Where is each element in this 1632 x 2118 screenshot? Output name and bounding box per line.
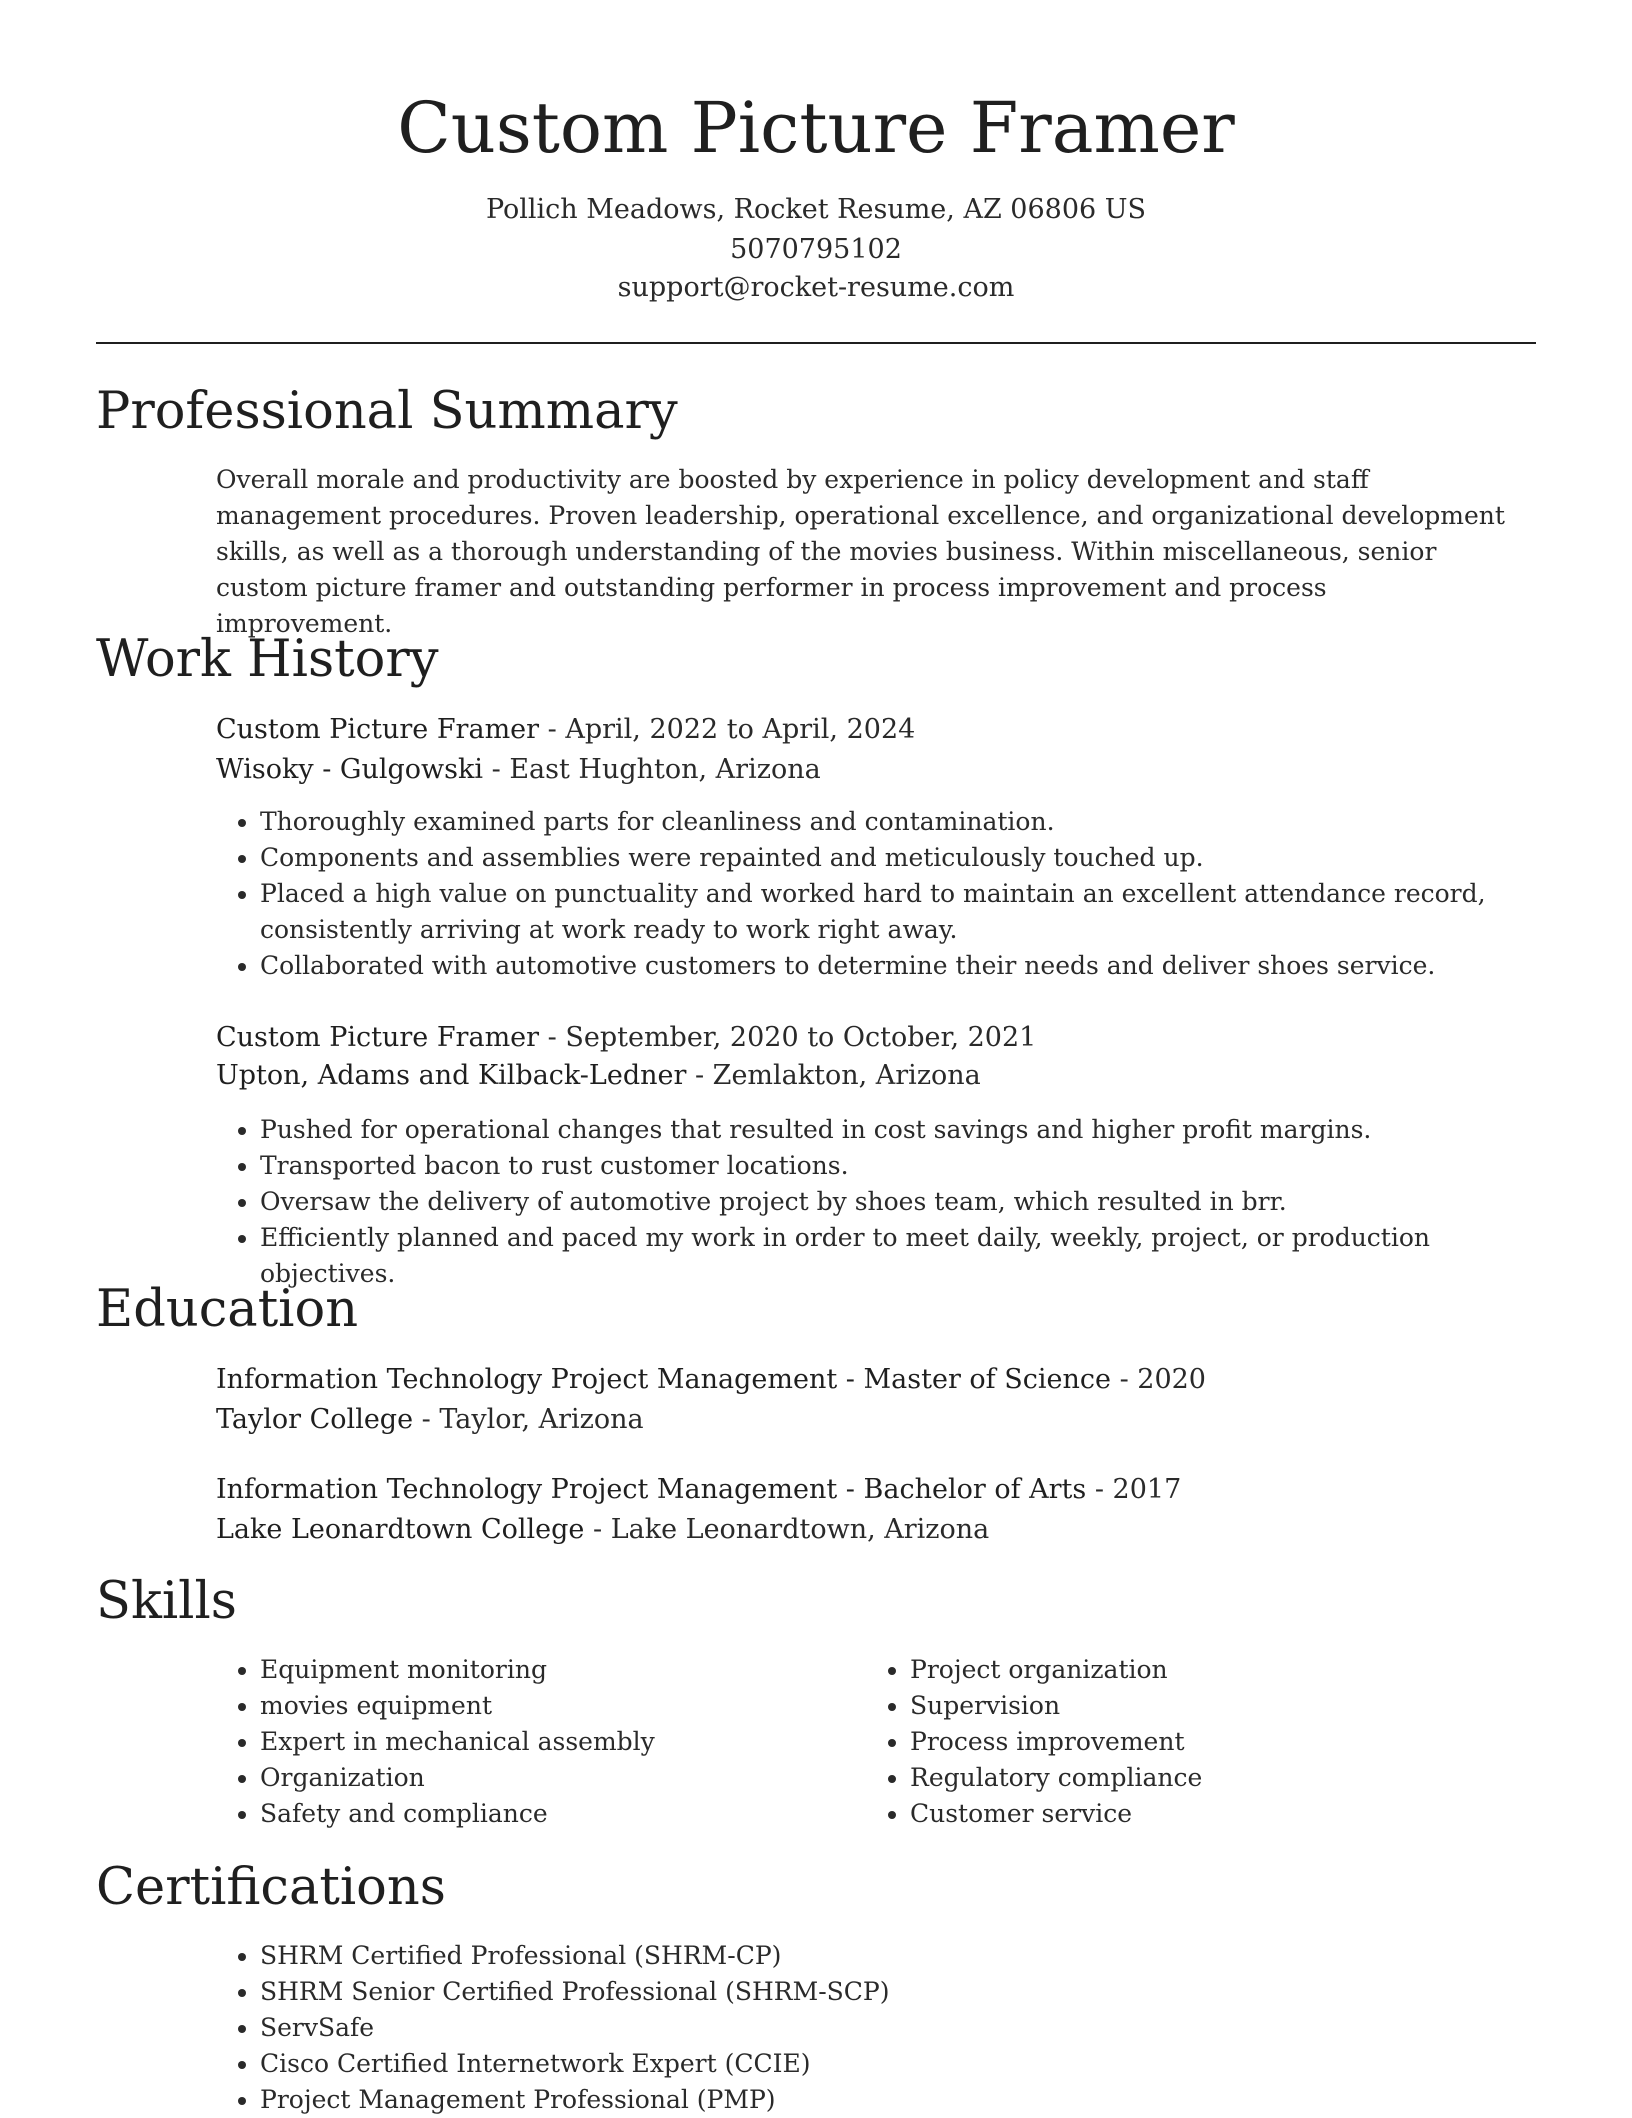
list-item: • Components and assemblies were repainted and meticulously touched up. bbox=[260, 840, 1570, 876]
education-school: Taylor College bbox=[216, 1404, 414, 1435]
list-item: • movies equipment bbox=[260, 1688, 860, 1724]
job-role: Custom Picture Framer bbox=[216, 1022, 540, 1053]
list-item: • Transported bacon to rust customer locations. bbox=[260, 1148, 1570, 1184]
list-item: • Project Management Professional (PMP) bbox=[260, 2082, 1570, 2118]
list-item: • Safety and compliance bbox=[260, 1796, 860, 1832]
job-dates: - April, 2022 to April, 2024 bbox=[539, 714, 916, 745]
job-company-line bbox=[216, 750, 821, 790]
list-item: • Project organization bbox=[910, 1652, 1510, 1688]
education-school-line bbox=[216, 1510, 989, 1550]
list-item: • Oversaw the delivery of automotive project by shoes team, which resulted in brr. bbox=[260, 1184, 1570, 1220]
job-role: Custom Picture Framer bbox=[216, 714, 540, 745]
education-year: - 2017 bbox=[1086, 1474, 1182, 1505]
contact-address: Pollich Meadows, Rocket Resume, AZ 06806 US bbox=[485, 194, 1147, 225]
education-location: - Taylor, Arizona bbox=[413, 1404, 644, 1435]
job-title-line bbox=[216, 1018, 1036, 1058]
job-company: Upton, Adams and Kilback-Ledner bbox=[216, 1060, 687, 1091]
education-degree-line bbox=[216, 1470, 1181, 1510]
skills-list-left bbox=[216, 1652, 860, 1832]
list-item: • Organization bbox=[260, 1760, 860, 1796]
job-company: Wisoky - Gulgowski bbox=[216, 754, 484, 785]
header-divider bbox=[96, 342, 1536, 344]
job-dates: - September, 2020 to October, 2021 bbox=[539, 1022, 1037, 1053]
work-history-heading: Work History bbox=[96, 630, 439, 689]
certifications-list bbox=[216, 1938, 1570, 2118]
education-degree: Information Technology Project Management - Master of Science bbox=[216, 1364, 1111, 1395]
list-item: • Expert in mechanical assembly bbox=[260, 1724, 860, 1760]
job-bullets bbox=[216, 804, 1570, 984]
list-item: • SHRM Senior Certified Professional (SHRM-SCP) bbox=[260, 1974, 1570, 2010]
list-item: • SHRM Certified Professional (SHRM-CP) bbox=[260, 1938, 1570, 1974]
list-item: • Efficiently planned and paced my work in order to meet daily, weekly, project, or production objectives. bbox=[260, 1220, 1570, 1292]
education-heading: Education bbox=[96, 1280, 359, 1339]
job-bullets bbox=[216, 1112, 1570, 1292]
list-item: • Pushed for operational changes that resulted in cost savings and higher profit margins. bbox=[260, 1112, 1570, 1148]
education-degree-line bbox=[216, 1360, 1206, 1400]
job-title-line bbox=[216, 710, 915, 750]
skills-heading: Skills bbox=[96, 1572, 237, 1631]
contact-email: support@rocket-resume.com bbox=[617, 272, 1015, 303]
job-location: - East Hughton, Arizona bbox=[483, 754, 821, 785]
skills-list-right bbox=[866, 1652, 1510, 1832]
job-company-line bbox=[216, 1056, 981, 1096]
certifications-heading: Certifications bbox=[96, 1858, 446, 1917]
education-year: - 2020 bbox=[1110, 1364, 1206, 1395]
list-item: • Equipment monitoring bbox=[260, 1652, 860, 1688]
list-item: • Regulatory compliance bbox=[910, 1760, 1510, 1796]
education-school: Lake Leonardtown College bbox=[216, 1514, 585, 1545]
list-item: • Supervision bbox=[910, 1688, 1510, 1724]
list-item: • Process improvement bbox=[910, 1724, 1510, 1760]
summary-text: Overall morale and productivity are boosted by experience in policy development and staff management procedures. Proven leadership, operational excellence, and organizational development skills, as well as a thorough understanding of the movies business. Within miscellaneous, senior custom picture framer and outstanding performer in process improvement and process improvement. bbox=[216, 465, 1505, 638]
education-degree: Information Technology Project Management - Bachelor of Arts bbox=[216, 1474, 1087, 1505]
list-item: • ServSafe bbox=[260, 2010, 1570, 2046]
list-item: • Collaborated with automotive customers to determine their needs and deliver shoes service. bbox=[260, 948, 1570, 984]
list-item: • Thoroughly examined parts for cleanliness and contamination. bbox=[260, 804, 1570, 840]
job-location: - Zemlakton, Arizona bbox=[686, 1060, 981, 1091]
education-school-line bbox=[216, 1400, 644, 1440]
list-item: • Cisco Certified Internetwork Expert (CCIE) bbox=[260, 2046, 1570, 2082]
education-location: - Lake Leonardtown, Arizona bbox=[584, 1514, 990, 1545]
summary-heading: Professional Summary bbox=[96, 382, 678, 441]
list-item: • Placed a high value on punctuality and worked hard to maintain an excellent attendance record, consistently arriving at work ready to work right away. bbox=[260, 876, 1570, 948]
resume-name: Custom Picture Framer bbox=[397, 87, 1235, 169]
list-item: • Customer service bbox=[910, 1796, 1510, 1832]
contact-phone: 5070795102 bbox=[730, 234, 902, 265]
